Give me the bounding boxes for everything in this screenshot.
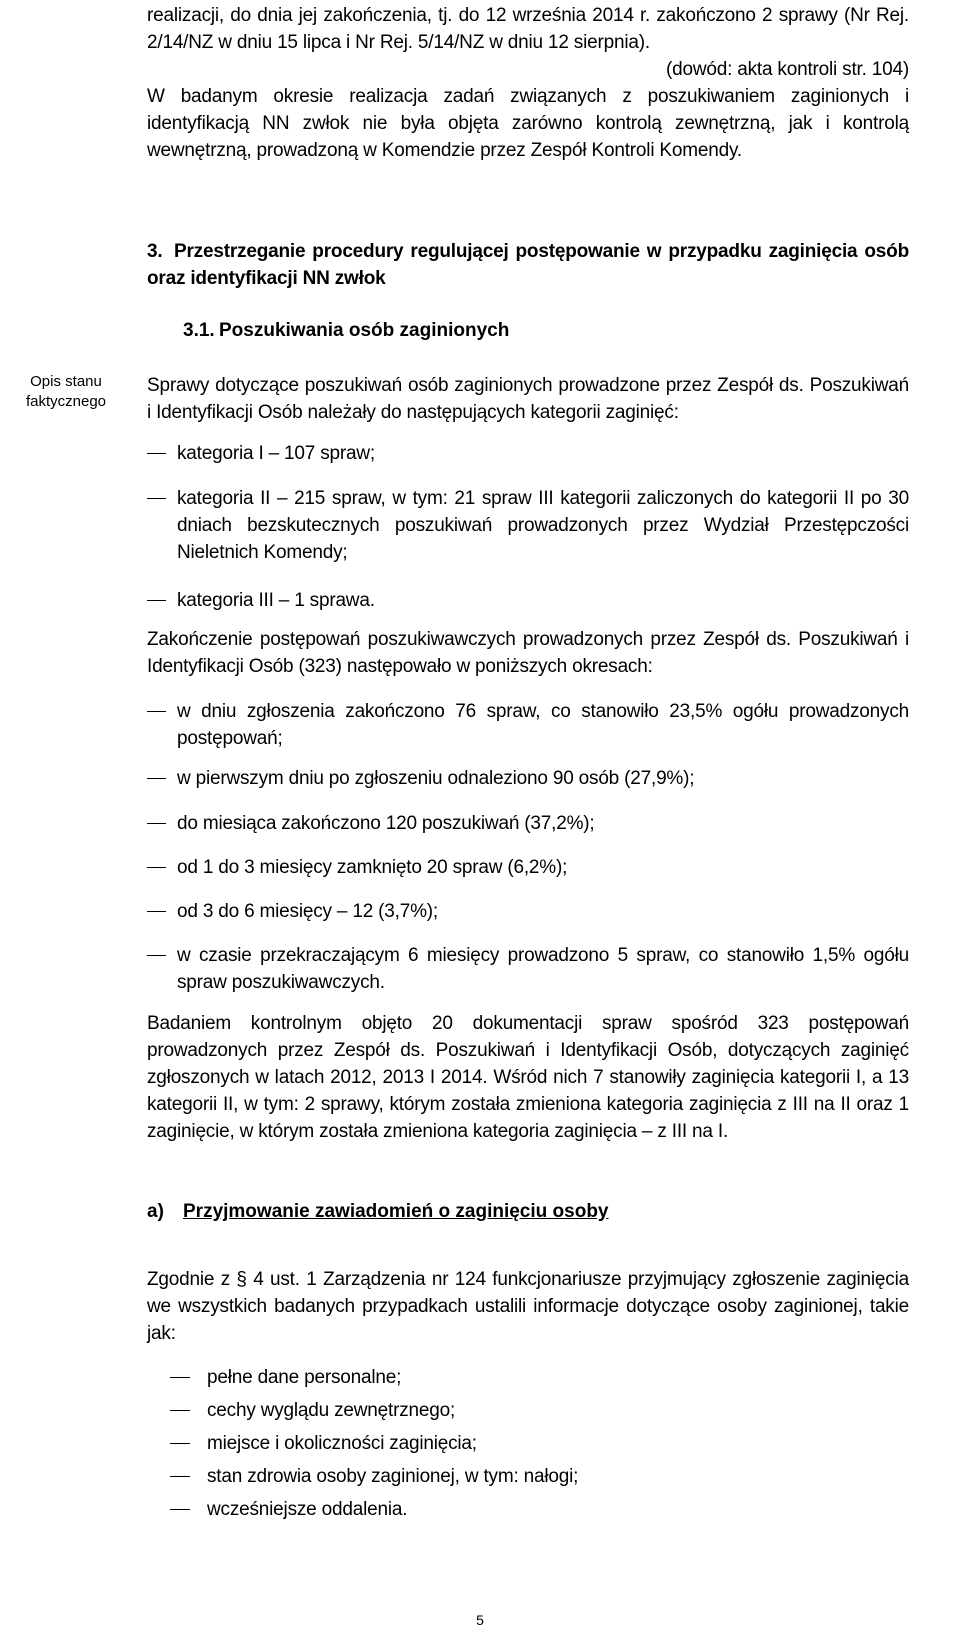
section-number: 3. [147, 241, 163, 262]
evidence-note: (dowód: akta kontroli str. 104) [665, 59, 909, 80]
list-item-text: cechy wyglądu zewnętrznego; [207, 1400, 456, 1421]
completion-item-3 [147, 810, 909, 837]
info-item [147, 1496, 909, 1523]
info-item [147, 1463, 909, 1490]
dash-icon [147, 955, 166, 956]
list-item-text: pełne dane personalne; [207, 1367, 402, 1388]
categories-intro: Sprawy dotyczące poszukiwań osób zaginionych prowadzone przez Zespół ds. Poszukiwań i Identyfikacji Osób należały do następujących kategorii zaginięć: [147, 375, 909, 423]
list-item-text: kategoria III – 1 sprawa. [177, 590, 375, 611]
list-item-text: miejsce i okoliczności zaginięcia; [207, 1433, 477, 1454]
dash-icon [170, 1443, 190, 1444]
list-item-text: kategoria II – 215 spraw, w tym: 21 spraw III kategorii zaliczonych do kategorii II po 30 dniach bezskutecznych poszukiwań prowadzonych przez Wydział Przestępczości Nieletnich Komendy; [177, 488, 909, 563]
section-title: Przestrzeganie procedury regulującej postępowanie w przypadku zaginięcia osób oraz identyfikacji NN zwłok [147, 241, 909, 289]
intro-paragraph: W badanym okresie realizacja zadań związanych z poszukiwaniem zaginionych i identyfikacją NN zwłok nie była objęta zarówno kontrolą zewnętrzną, jak i kontrolą wewnętrzną, prowadzoną w Komendzie przez Zespół Kontroli Komendy. [147, 86, 909, 161]
completion-item-5 [147, 898, 909, 925]
completion-item-1 [147, 698, 909, 752]
list-item-text: w dniu zgłoszenia zakończono 76 spraw, co stanowiło 23,5% ogółu prowadzonych postępowań; [177, 701, 909, 749]
intro-text: realizacji, do dnia jej zakończenia, tj. do 12 września 2014 r. zakończono 2 sprawy (Nr Rej. 2/14/NZ w dniu 15 lipca i Nr Rej. 5/14/NZ w dniu 12 sierpnia). [147, 5, 909, 53]
dash-icon [147, 600, 166, 601]
category-item-2 [147, 485, 909, 566]
completion-item-4 [147, 854, 909, 881]
category-item-3 [147, 587, 909, 614]
completion-item-6 [147, 942, 909, 996]
list-item-text: kategoria I – 107 spraw; [177, 443, 375, 464]
dash-icon [147, 453, 166, 454]
subsection-a-title: Przyjmowanie zawiadomień o zaginięciu osoby [183, 1201, 609, 1222]
dash-icon [170, 1410, 190, 1411]
section-3-1-heading [183, 317, 945, 344]
page-number: 5 [476, 1612, 484, 1628]
regulation-block [147, 1266, 909, 1347]
subsection-title: Poszukiwania osób zaginionych [219, 320, 510, 341]
dash-icon [170, 1509, 190, 1510]
dash-icon [170, 1377, 190, 1378]
completion-intro: Zakończenie postępowań poszukiwawczych prowadzonych przez Zespół ds. Poszukiwań i Identyfikacji Osób (323) następowało w poniższych okresach: [147, 629, 909, 677]
side-label [6, 372, 126, 412]
regulation-paragraph: Zgodnie z § 4 ust. 1 Zarządzenia nr 124 funkcjonariusze przyjmujący zgłoszenie zaginięcia we wszystkich badanych przypadkach ustalili informacje dotyczące osoby zaginionej, takie jak: [147, 1269, 909, 1344]
dash-icon [170, 1476, 190, 1477]
list-item-text: od 3 do 6 miesięcy – 12 (3,7%); [177, 901, 438, 922]
side-label-line-1: Opis stanu [30, 373, 102, 390]
dash-icon [147, 911, 166, 912]
info-item [147, 1364, 909, 1391]
list-item-text: stan zdrowia osoby zaginionej, w tym: nałogi; [207, 1466, 579, 1487]
info-item [147, 1430, 909, 1457]
info-item [147, 1397, 909, 1424]
completion-block [147, 626, 909, 680]
control-paragraph: Badaniem kontrolnym objęto 20 dokumentacji spraw spośród 323 postępowań prowadzonych przez Zespół ds. Poszukiwań i Identyfikacji Osób, dotyczących zaginięć zgłoszonych w latach 2012, 2013 I 2014. Wśród nich 7 stanowiły zaginięcia kategorii I, a 13 kategorii II, w tym: 2 sprawy, którym została zmieniona kategoria zaginięcia z III na II oraz 1 zaginięcie, w którym została zmieniona kategoria zaginięcia – z III na I. [147, 1013, 909, 1142]
section-3-heading [147, 238, 909, 292]
list-item-text: od 1 do 3 miesięcy zamknięto 20 spraw (6,2%); [177, 857, 568, 878]
dash-icon [147, 711, 166, 712]
completion-item-2 [147, 765, 909, 792]
dash-icon [147, 498, 166, 499]
categories-block [147, 372, 909, 426]
subsection-a-number: a) [147, 1201, 164, 1222]
dash-icon [147, 867, 166, 868]
side-label-line-2: faktycznego [25, 393, 107, 410]
subsection-number: 3.1. [183, 320, 215, 341]
list-item-text: w pierwszym dniu po zgłoszeniu odnaleziono 90 osób (27,9%); [177, 768, 695, 789]
category-item-1 [147, 440, 909, 467]
dash-icon [147, 778, 166, 779]
info-list [147, 1364, 909, 1523]
intro-block [147, 2, 909, 164]
subsection-a-heading [147, 1198, 909, 1225]
list-item-text: w czasie przekraczającym 6 miesięcy prowadzono 5 spraw, co stanowiło 1,5% ogółu spraw poszukiwawczych. [177, 945, 909, 993]
list-item-text: do miesiąca zakończono 120 poszukiwań (37,2%); [177, 813, 595, 834]
control-paragraph-block [147, 1010, 909, 1145]
list-item-text: wcześniejsze oddalenia. [207, 1499, 408, 1520]
dash-icon [147, 823, 166, 824]
